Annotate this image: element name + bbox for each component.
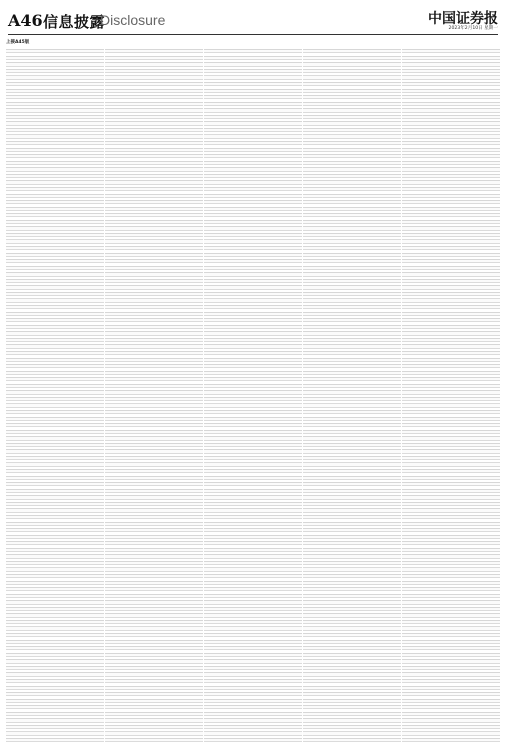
table-cell-value-b: [97, 738, 104, 741]
table-rows-2: [105, 46, 203, 743]
table-rows-1: [6, 46, 104, 743]
table-row: [6, 738, 104, 742]
table-title: 上接A45版: [6, 39, 29, 45]
table-column-2: [105, 37, 203, 743]
section-title-cn: 信息披露: [43, 11, 105, 32]
header-rule: [8, 34, 498, 35]
table-columns: [6, 37, 500, 743]
masthead: 中国证券报: [428, 8, 498, 28]
table-cell-value-a: [90, 738, 97, 741]
page-header: [8, 8, 498, 32]
section-title-en: Disclosure: [100, 12, 165, 28]
table-cell-description: [38, 738, 72, 741]
table-cell-name: [12, 738, 38, 741]
issue-line: 2023年2月10日 星期一: [449, 25, 498, 31]
table-cell-type: [72, 738, 90, 741]
table-column-1: [6, 37, 104, 743]
page-code: A46: [8, 11, 43, 30]
